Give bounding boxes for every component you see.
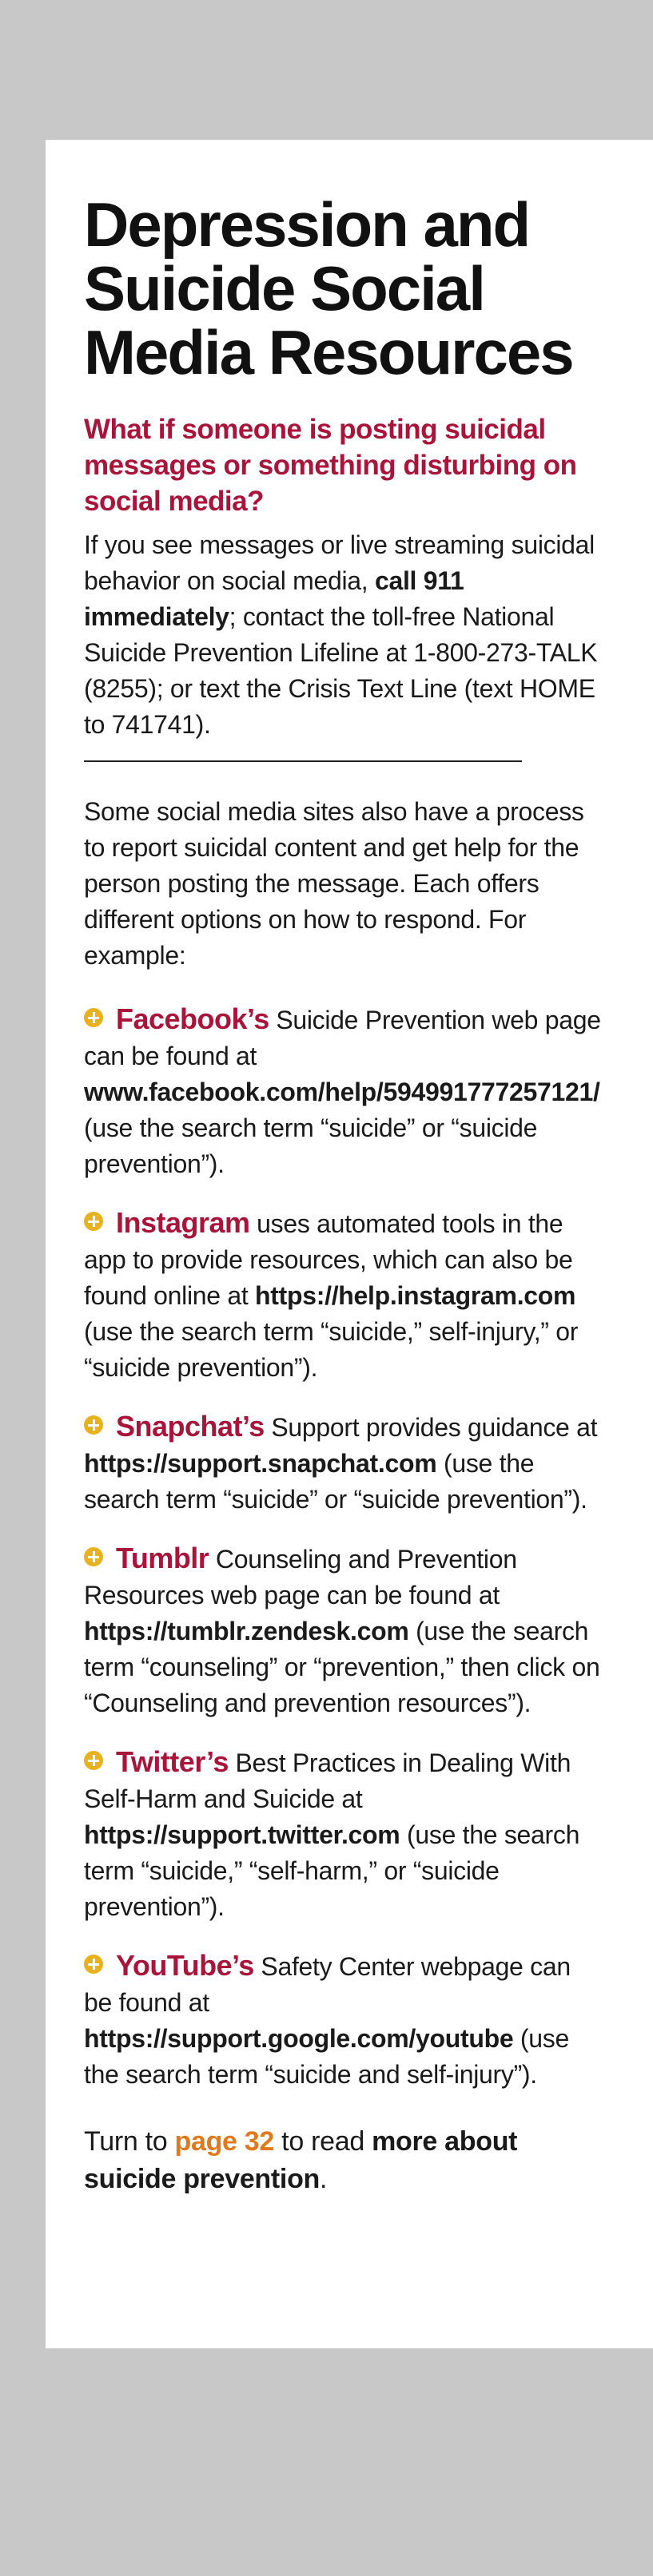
resource-name: Tumblr (116, 1542, 209, 1574)
resource-item-instagram (84, 1205, 605, 1386)
plus-bullet-icon (84, 1008, 103, 1027)
resource-url-link[interactable]: https://support.twitter.com (84, 1820, 400, 1849)
resource-instructions: (use the search term “counseling” or “prevention,” then click on “Counseling and prevention resources”). (84, 1617, 600, 1717)
resource-card (46, 140, 653, 2348)
resource-item-snapchat (84, 1408, 605, 1518)
footer-prefix: Turn to (84, 2126, 175, 2157)
subhead-question: What if someone is posting suicidal messages or something disturbing on social media? (84, 414, 577, 517)
resource-item-twitter (84, 1744, 605, 1925)
resource-url-link[interactable]: https://support.snapchat.com (84, 1449, 437, 1478)
resource-url-link[interactable]: https://tumblr.zendesk.com (84, 1617, 409, 1645)
page-title: Depression and Suicide Social Media Resources (84, 189, 573, 387)
intro-call-911: call 911 immediately (84, 566, 464, 631)
intro-text-2: ; contact the toll-free National Suicide Prevention Lifeline at 1-800-273-TALK (8255); or text the Crisis Text Line (text HOME to 741741). (84, 602, 598, 739)
resource-name: Facebook’s (116, 1002, 269, 1035)
resource-name: Twitter’s (116, 1745, 229, 1778)
resource-description: Best Practices in Dealing With Self-Harm and Suicide at (84, 1748, 571, 1813)
footer-middle: to read (274, 2126, 372, 2157)
resource-item-youtube (84, 1947, 605, 2093)
resource-url-link[interactable]: www.facebook.com/help/594991777257121/ (84, 1078, 600, 1106)
plus-bullet-icon (84, 1751, 103, 1770)
resource-instructions: (use the search term “suicide,” self-injury,” or “suicide prevention”). (84, 1317, 579, 1382)
resource-name: YouTube’s (116, 1949, 254, 1982)
page-reference-link[interactable]: page 32 (174, 2126, 275, 2157)
footer-cross-reference (84, 2123, 605, 2198)
resource-url-link[interactable]: https://help.instagram.com (255, 1281, 576, 1310)
resource-name: Snapchat’s (116, 1410, 265, 1443)
divider-rule (84, 760, 522, 762)
resource-url-link[interactable]: https://support.google.com/youtube (84, 2024, 514, 2053)
resource-list (84, 1001, 605, 2093)
intro-text-1: If you see messages or live streaming suicidal behavior on social media, (84, 530, 595, 595)
resource-description: Suicide Prevention web page can be found at (84, 1006, 601, 1070)
process-paragraph: Some social media sites also have a process to report suicidal content and get help for the person posting the message. Each offers different options on how to respond. For example: (84, 797, 584, 970)
resource-item-tumblr (84, 1540, 605, 1721)
plus-bullet-icon (84, 1547, 103, 1566)
resource-instructions: (use the search term “suicide” or “suicide prevention”). (84, 1449, 587, 1514)
intro-paragraph (84, 527, 605, 743)
footer-suffix: . (320, 2164, 328, 2194)
resource-name: Instagram (116, 1206, 250, 1239)
resource-description: Safety Center webpage can be found at (84, 1952, 571, 2017)
resource-description: Support provides guidance at (264, 1413, 598, 1442)
resource-instructions: (use the search term “suicide,” “self-harm,” or “suicide prevention”). (84, 1820, 580, 1921)
resource-instructions: (use the search term “suicide” or “suicide prevention”). (84, 1113, 538, 1178)
plus-bullet-icon (84, 1415, 103, 1435)
resource-description: uses automated tools in the app to provide resources, which can also be found online at (84, 1209, 573, 1310)
footer-topic: more about suicide prevention (84, 2126, 518, 2194)
plus-bullet-icon (84, 1955, 103, 1974)
resource-instructions: (use the search term “suicide and self-injury”). (84, 2024, 569, 2089)
plus-bullet-icon (84, 1212, 103, 1231)
resource-description: Counseling and Prevention Resources web page can be found at (84, 1545, 517, 1610)
resource-item-facebook (84, 1001, 605, 1182)
